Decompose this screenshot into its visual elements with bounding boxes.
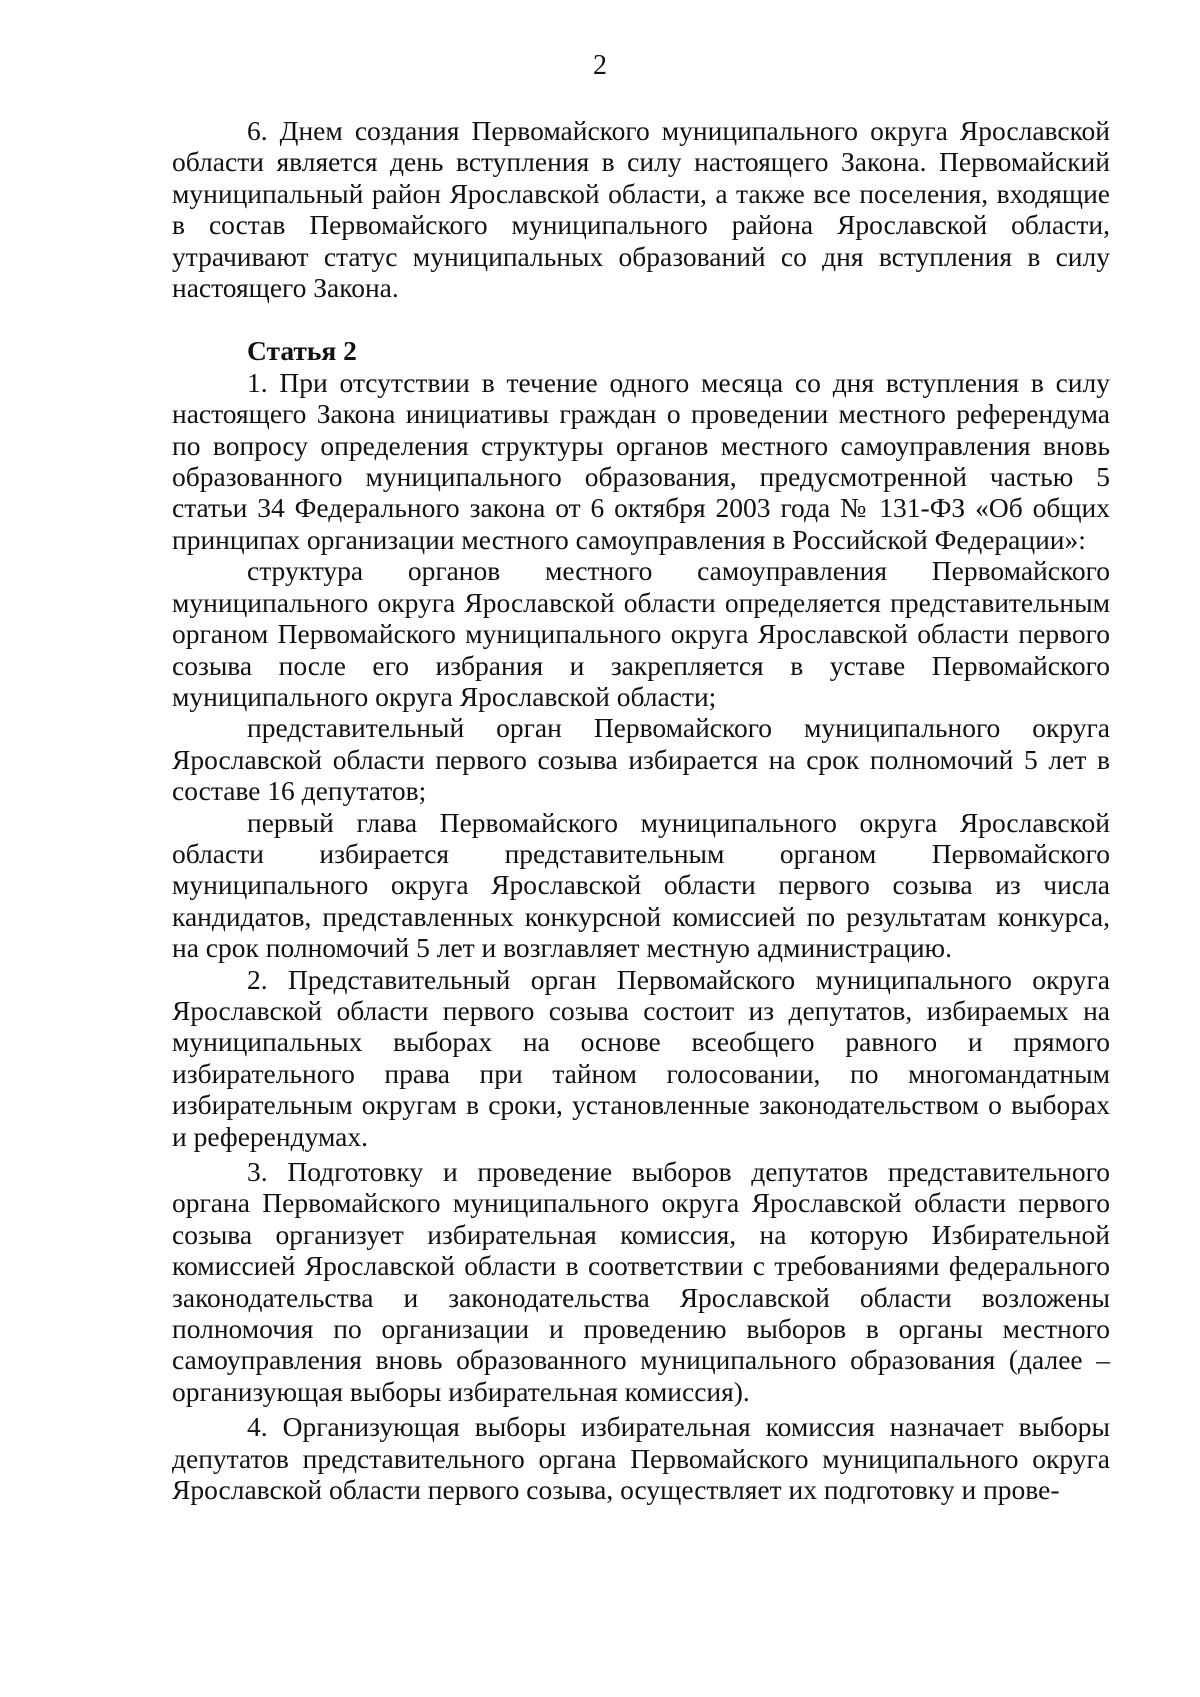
article-heading: Статья 2 [247, 335, 357, 367]
paragraph-article1-item6: 6. Днем создания Первомайского муниципального округа Ярославской области является день вступления в силу настоящего Закона. Первомайский муниципальный район Ярославской области, а также все поселения, входящие в состав Первомайского муниципального района Ярославской области, утрачивают статус муниципальных образований со дня вступления в силу настоящего Закона. [172, 115, 1110, 304]
paragraph-article2-item1: 1. При отсутствии в течение одного месяца со дня вступления в силу настоящего Закона инициативы граждан о проведении местного референдума по вопросу определения структуры органов местного самоуправления вновь образованного муниципального образования, предусмотренной частью 5 статьи 34 Федерального закона от 6 октября 2003 года № 131-ФЗ «Об общих принципах организации местного самоуправления в Российской Федерации»: [172, 366, 1110, 555]
document-body [172, 115, 1110, 1505]
paragraph-article2-item4: 4. Организующая выборы избирательная комиссия назначает выборы депутатов представительного органа Первомайского муниципального округа Ярославской области первого созыва, осуществляет их подготовку и прове- [172, 1411, 1110, 1506]
paragraph-structure: структура органов местного самоуправления Первомайского муниципального округа Ярославской области определяется представительным органом Первомайского муниципального округа Ярославской области первого созыва после его избрания и закрепляется в уставе Первомайского муниципального округа Ярославской области; [172, 555, 1110, 712]
page-number: 2 [593, 50, 607, 81]
paragraph-article2-item2: 2. Представительный орган Первомайского муниципального округа Ярославской области первого созыва состоит из депутатов, избираемых на муниципальных выборах на основе всеобщего равного и прямого избирательного права при тайном голосовании, по многомандатным избирательным округам в сроки, установленные законодательством о выборах и референдумах. [172, 963, 1110, 1152]
paragraph-first-head: первый глава Первомайского муниципального округа Ярославской области избирается представительным органом Первомайского муниципального округа Ярославской области первого созыва из числа кандидатов, представленных конкурсной комиссией по результатам конкурса, на срок полномочий 5 лет и возглавляет местную администрацию. [172, 806, 1110, 964]
paragraph-representative-body: представительный орган Первомайского муниципального округа Ярославской области первого созыва избирается на срок полномочий 5 лет в составе 16 депутатов; [172, 712, 1110, 807]
paragraph-article2-item3: 3. Подготовку и проведение выборов депутатов представительного органа Первомайского муниципального округа Ярославской области первого созыва организует избирательная комиссия, на которую Избирательной комиссией Ярославской области в соответствии с требованиями федерального законодательства и законодательства Ярославской области возложены полномочия по организации и проведению выборов в органы местного самоуправления вновь образованного муниципального образования (далее – организующая выборы избирательная комиссия). [172, 1156, 1110, 1407]
